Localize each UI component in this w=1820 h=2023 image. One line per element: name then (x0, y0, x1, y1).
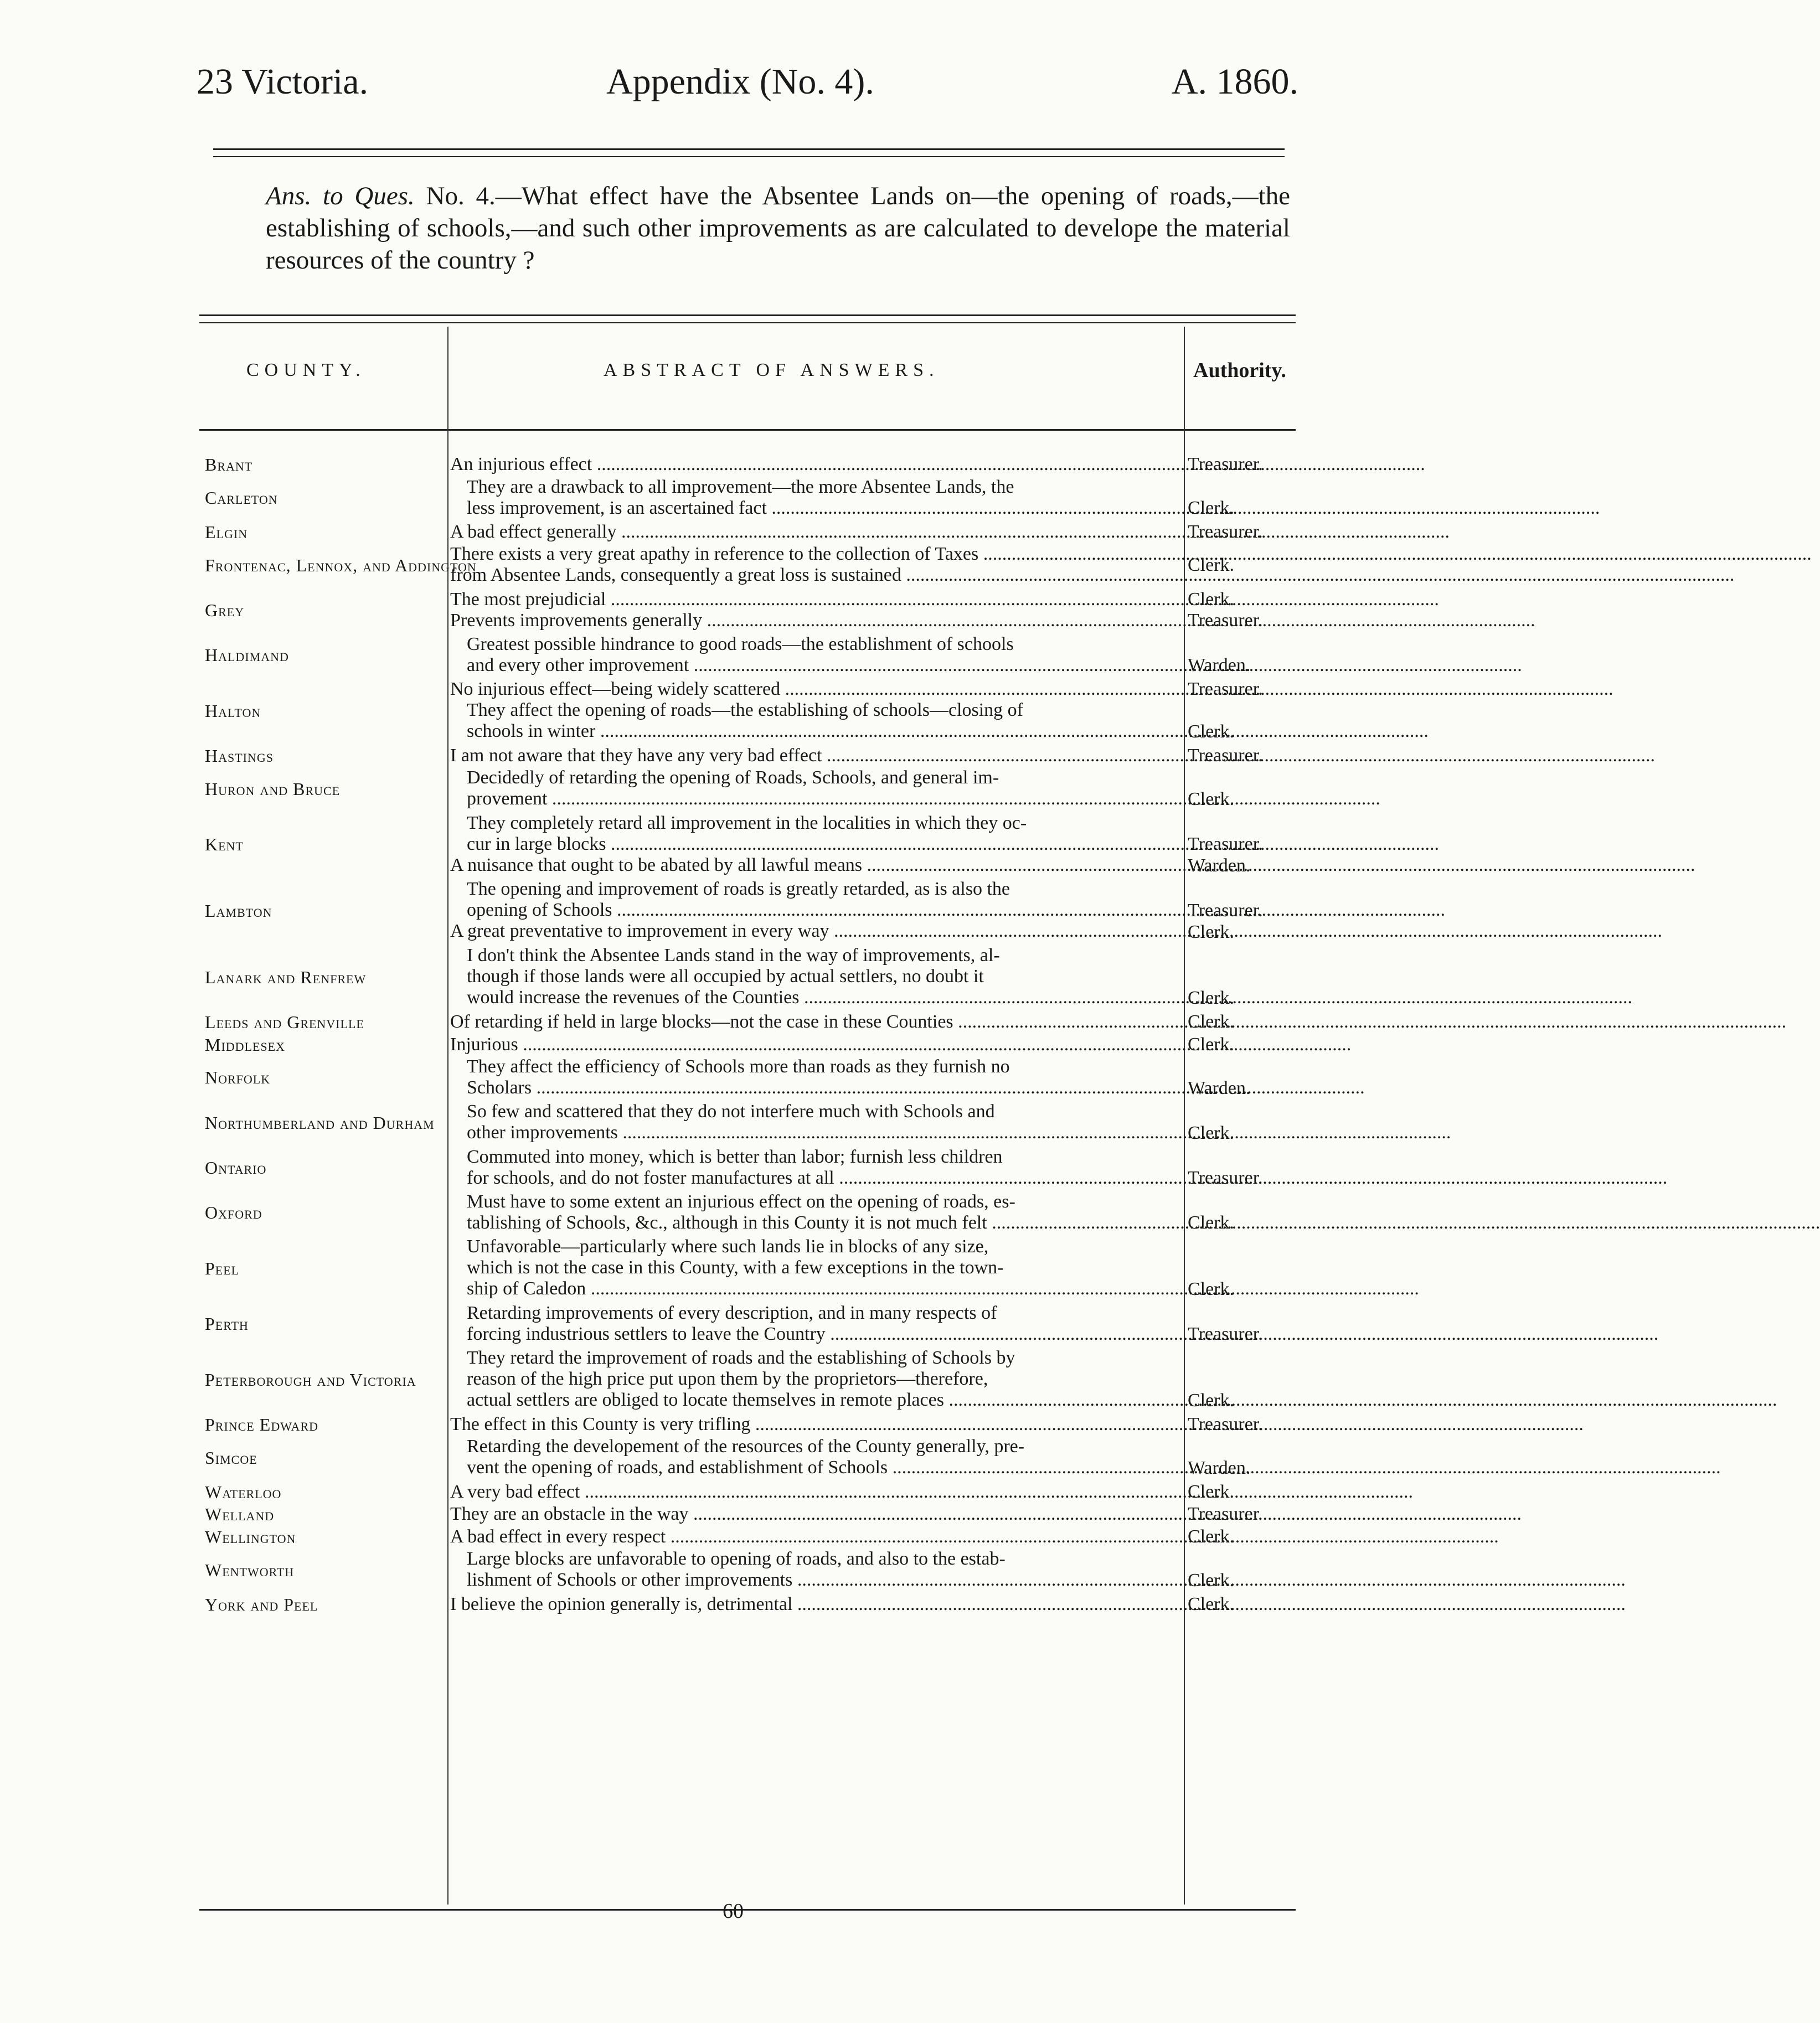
authority-value: Clerk. (1188, 721, 1235, 742)
county-name: Prince Edward (205, 1414, 319, 1434)
table-row (197, 745, 1298, 767)
authority-value (1188, 767, 1298, 789)
authority-value: Treasurer. (1188, 679, 1263, 699)
answer-text (450, 945, 1178, 1008)
authority-cell (1188, 1526, 1298, 1548)
answer-line: An injurious effect ..... (450, 454, 1178, 475)
answer-line: forcing industrious settlers to leave the Country ..... (450, 1324, 1178, 1345)
answer-line: actual settlers are obliged to locate themselves in remote places ..... (450, 1390, 1178, 1411)
table-row (197, 679, 1298, 743)
authority-cell (1188, 1482, 1298, 1503)
question-lead: Ans. to Ques. (266, 182, 415, 210)
column-header-answers: ABSTRACT OF ANSWERS. (604, 360, 940, 380)
authority-cell (1188, 589, 1298, 632)
authority-value: Clerk. (1188, 498, 1235, 519)
county-name: Norfolk (205, 1067, 271, 1088)
answer-line: Commuted into money, which is better than labor; furnish less children (467, 1146, 1003, 1167)
answer-text (450, 1526, 1178, 1547)
county-name: Halton (205, 700, 261, 721)
answer-line: schools in winter ..... (450, 721, 1178, 742)
answer-line: less improvement, is an ascertained fact ..... (450, 498, 1178, 519)
table-rule-top (199, 314, 1296, 316)
authority-cell (1188, 1414, 1298, 1436)
county-name: Kent (205, 834, 244, 855)
table-row (197, 813, 1298, 877)
county-name: Simcoe (205, 1447, 257, 1468)
authority-value: Clerk. (1188, 554, 1235, 575)
answer-text (450, 1436, 1178, 1478)
table-row (197, 454, 1298, 476)
answer-line: Scholars ..... (450, 1077, 1178, 1098)
answer-text (450, 879, 1178, 942)
answer-line: I believe the opinion generally is, detrimental ..... (450, 1594, 1178, 1615)
authority-value: Warden. (1188, 855, 1251, 876)
question-body: No. 4.—What effect have the Absentee Lands on—the opening of roads,—the establishing of schools,—and such other improvements as are calculated to develope the material resources of the country ? (266, 182, 1290, 275)
answer-line: though if those lands were all occupied by actual settlers, no doubt it (467, 966, 984, 987)
authority-value: Treasurer. (1188, 900, 1263, 921)
authority-value: Treasurer. (1188, 1324, 1263, 1345)
answer-text (450, 1504, 1178, 1525)
table-row (197, 1594, 1298, 1616)
county-name: Perth (205, 1314, 249, 1334)
table-row (197, 1012, 1298, 1033)
county-name: Peterborough and Victoria (205, 1369, 416, 1390)
header-rule-bottom (213, 156, 1285, 157)
county-name: Grey (205, 600, 245, 620)
table-row (197, 1236, 1298, 1300)
county-name: Frontenac, Lennox, and Addington (205, 555, 477, 575)
authority-cell (1188, 634, 1298, 677)
answer-text (450, 544, 1178, 586)
authority-value (1188, 1236, 1298, 1258)
answer-line: The most prejudicial ..... (450, 589, 1178, 610)
authority-cell (1188, 477, 1298, 519)
answer-line: lishment of Schools or other improvements ..... (450, 1570, 1178, 1591)
table-row (197, 1034, 1298, 1056)
county-name: Elgin (205, 522, 248, 542)
table-row (197, 1414, 1298, 1436)
authority-cell (1188, 1056, 1298, 1099)
county-name: Haldimand (205, 645, 289, 665)
authority-value: Clerk. (1188, 1279, 1235, 1300)
answer-line: A very bad effect ..... (450, 1482, 1178, 1503)
authority-value: Treasurer. (1188, 834, 1263, 855)
answer-line: A bad effect generally ..... (450, 522, 1178, 543)
county-name: Wentworth (205, 1560, 295, 1580)
answer-text (450, 589, 1178, 631)
answer-line: Prevents improvements generally ..... (450, 610, 1178, 631)
table-row (197, 1348, 1298, 1412)
authority-value: Clerk. (1188, 589, 1235, 610)
authority-value (1188, 1191, 1298, 1213)
answer-line: cur in large blocks ..... (450, 834, 1178, 855)
answer-line: The opening and improvement of roads is greatly retarded, as is also the (467, 879, 1010, 900)
answer-line: and every other improvement ..... (450, 655, 1178, 676)
authority-cell (1188, 1436, 1298, 1479)
table-row (197, 1303, 1298, 1345)
answer-text (450, 1303, 1178, 1345)
authority-value (1188, 1436, 1298, 1458)
answer-line: Injurious ..... (450, 1034, 1178, 1055)
authority-cell (1188, 745, 1298, 767)
county-name: Wellington (205, 1526, 296, 1547)
authority-value: Treasurer. (1188, 1413, 1263, 1434)
authority-value: Treasurer. (1188, 1504, 1263, 1525)
table-rule-top-2 (199, 322, 1296, 323)
answer-line: provement ..... (450, 788, 1178, 809)
authority-cell (1188, 544, 1298, 576)
authority-value: Clerk. (1188, 788, 1235, 809)
table-row (197, 1101, 1298, 1144)
answer-text (450, 634, 1178, 676)
authority-value: Clerk. (1188, 1212, 1235, 1234)
answer-line: The effect in this County is very trifling ..... (450, 1414, 1178, 1435)
authority-value: Treasurer. (1188, 1168, 1263, 1189)
authority-value (1188, 1303, 1298, 1324)
authority-value: Treasurer. (1188, 454, 1263, 474)
header-session: 23 Victoria. (197, 61, 369, 102)
authority-cell (1188, 945, 1298, 1009)
answer-line: opening of Schools ..... (450, 900, 1178, 921)
county-name: York and Peel (205, 1594, 318, 1614)
county-name: Brant (205, 455, 253, 474)
answer-line: Must have to some extent an injurious effect on the opening of roads, es- (467, 1191, 1015, 1212)
authority-value (1188, 634, 1298, 656)
answer-text (450, 454, 1178, 475)
answer-line: Of retarding if held in large blocks—not the case in these Counties ..... (450, 1012, 1178, 1033)
authority-value (1188, 1101, 1298, 1123)
authority-value (1188, 967, 1298, 988)
answer-text (450, 679, 1178, 742)
column-header-county: COUNTY. (246, 360, 366, 380)
authority-value: Clerk. (1188, 988, 1235, 1009)
authority-value: Clerk. (1188, 1034, 1235, 1055)
county-name: Middlesex (205, 1034, 285, 1055)
authority-cell (1188, 1549, 1298, 1591)
county-name: Carleton (205, 487, 278, 508)
answer-line: They are a drawback to all improvement—the more Absentee Lands, the (467, 476, 1014, 497)
answer-line: ship of Caledon ..... (450, 1278, 1178, 1299)
answer-line: Retarding improvements of every description, and in many respects of (467, 1302, 997, 1323)
county-name: Huron and Bruce (205, 778, 341, 799)
answer-text (450, 1482, 1178, 1503)
answer-line: A great preventative to improvement in every way ..... (450, 921, 1178, 942)
answer-text (450, 1034, 1178, 1055)
answer-line: A bad effect in every respect ..... (450, 1526, 1178, 1547)
answer-text (450, 1147, 1178, 1189)
authority-value (1188, 1369, 1298, 1391)
answer-text (450, 1594, 1178, 1615)
answer-line: There exists a very great apathy in reference to the collection of Taxes ..... (450, 544, 1178, 565)
answer-text (450, 745, 1178, 766)
authority-value (1188, 879, 1298, 900)
county-name: Ontario (205, 1157, 267, 1178)
question-text (266, 180, 1290, 276)
authority-value (1188, 1147, 1298, 1168)
answer-line: which is not the case in this County, with a few exceptions in the town- (467, 1257, 1004, 1278)
table-row (197, 1526, 1298, 1548)
page-number: 60 (723, 1900, 744, 1923)
answer-text (450, 1056, 1178, 1098)
county-name: Lanark and Renfrew (205, 967, 367, 987)
answer-text (450, 1191, 1178, 1234)
authority-value: Warden. (1188, 1077, 1251, 1098)
authority-cell (1188, 1348, 1298, 1412)
authority-value: Clerk. (1188, 921, 1235, 942)
answer-line: They are an obstacle in the way ..... (450, 1504, 1178, 1525)
table-row (197, 634, 1298, 677)
answer-line: for schools, and do not foster manufactures at all ..... (450, 1168, 1178, 1189)
authority-value: Clerk. (1188, 1570, 1235, 1591)
authority-value (1188, 945, 1298, 967)
authority-cell (1188, 1147, 1298, 1189)
answer-text (450, 1012, 1178, 1033)
authority-value: Clerk. (1188, 1390, 1235, 1411)
answer-line: Decidedly of retarding the opening of Roads, Schools, and general im- (467, 767, 999, 788)
answer-text (450, 813, 1178, 876)
answer-line: would increase the revenues of the Counties ..... (450, 987, 1178, 1008)
authority-value: Clerk. (1188, 1012, 1235, 1032)
answer-text (450, 1101, 1178, 1143)
county-name: Peel (205, 1258, 240, 1278)
answer-line: Large blocks are unfavorable to opening of roads, and also to the estab- (467, 1549, 1006, 1570)
authority-value (1188, 1549, 1298, 1570)
authority-value: Clerk. (1188, 1593, 1235, 1614)
answer-line: A nuisance that ought to be abated by all lawful means ..... (450, 855, 1178, 876)
table-row (197, 522, 1298, 543)
answer-line: So few and scattered that they do not interfere much with Schools and (467, 1101, 995, 1122)
answer-line: reason of the high price put upon them by the proprietors—therefore, (467, 1369, 988, 1389)
answer-text (450, 1549, 1178, 1591)
answer-line: vent the opening of roads, and establishment of Schools ..... (450, 1457, 1178, 1478)
county-name: Hastings (205, 745, 274, 766)
answer-line: I am not aware that they have any very bad effect ..... (450, 745, 1178, 766)
answer-line: They affect the opening of roads—the establishing of schools—closing of (467, 700, 1023, 720)
authority-value: Warden. (1188, 655, 1251, 676)
table-rule-bottom (199, 1909, 1296, 1911)
table-row (197, 1191, 1298, 1234)
county-name: Oxford (205, 1203, 262, 1223)
authority-value (1188, 477, 1298, 498)
authority-value: Treasurer. (1188, 610, 1263, 631)
answer-text (450, 1236, 1178, 1299)
table-row (197, 1436, 1298, 1479)
answer-text (450, 1348, 1178, 1411)
authority-cell (1188, 522, 1298, 543)
answer-line: They retard the improvement of roads and the establishing of Schools by (467, 1348, 1015, 1368)
authority-cell (1188, 767, 1298, 810)
answer-line: other improvements ..... (450, 1122, 1178, 1143)
authority-cell (1188, 1236, 1298, 1300)
authority-cell (1188, 1191, 1298, 1234)
answer-line: They completely retard all improvement in the localities in which they oc- (467, 812, 1027, 833)
table-row (197, 1504, 1298, 1525)
authority-cell (1188, 679, 1298, 743)
table-row (197, 544, 1298, 586)
table-row (197, 767, 1298, 810)
authority-value (1188, 1258, 1298, 1279)
answer-line: from Absentee Lands, consequently a great loss is sustained ..... (450, 565, 1178, 586)
county-name: Welland (205, 1504, 275, 1525)
county-name: Lambton (205, 900, 272, 921)
header-appendix: Appendix (No. 4). (606, 61, 874, 102)
authority-value (1188, 1056, 1298, 1078)
table-row (197, 477, 1298, 519)
authority-value: Clerk. (1188, 1122, 1235, 1143)
answer-line: Unfavorable—particularly where such lands lie in blocks of any size, (467, 1236, 989, 1257)
table-row (197, 1056, 1298, 1099)
authority-cell (1188, 1101, 1298, 1144)
authority-value: Treasurer. (1188, 745, 1263, 766)
authority-cell (1188, 1504, 1298, 1525)
table-row (197, 945, 1298, 1009)
answer-line: They affect the efficiency of Schools more than roads as they furnish no (467, 1056, 1010, 1077)
table-row (197, 1147, 1298, 1189)
county-name: Leeds and Grenville (205, 1012, 364, 1032)
authority-cell (1188, 1303, 1298, 1345)
header-year: A. 1860. (1171, 61, 1298, 102)
answer-line: Retarding the developement of the resources of the County generally, pre- (467, 1436, 1025, 1457)
table-row (197, 879, 1298, 943)
authority-value: Clerk. (1188, 1481, 1235, 1502)
authority-cell (1188, 1034, 1298, 1056)
authority-value: Warden. (1188, 1457, 1251, 1478)
county-name: Waterloo (205, 1482, 282, 1502)
authority-value: Treasurer. (1188, 521, 1263, 542)
running-header (197, 61, 1298, 116)
table-row (197, 589, 1298, 632)
authority-value (1188, 1348, 1298, 1369)
answer-line: No injurious effect—being widely scattered ..... (450, 679, 1178, 700)
county-name: Northumberland and Durham (205, 1112, 435, 1133)
answer-line: tablishing of Schools, &c., although in this County it is not much felt ..... (450, 1212, 1178, 1234)
table-row (197, 1482, 1298, 1503)
answer-text (450, 522, 1178, 543)
table-row (197, 1549, 1298, 1591)
authority-cell (1188, 1594, 1298, 1616)
column-header-authority: Authority. (1193, 359, 1286, 382)
answer-text (450, 477, 1178, 519)
answer-line: I don't think the Absentee Lands stand in the way of improvements, al- (467, 945, 1000, 966)
column-header-rule (199, 429, 1296, 431)
authority-value (1188, 813, 1298, 834)
answer-line: Greatest possible hindrance to good roads—the establishment of schools (467, 633, 1014, 654)
authority-value (1188, 700, 1298, 722)
authority-cell (1188, 1012, 1298, 1033)
authority-cell (1188, 879, 1298, 943)
authority-cell (1188, 813, 1298, 877)
authority-value: Clerk. (1188, 1526, 1235, 1547)
answer-text (450, 1414, 1178, 1435)
authority-cell (1188, 454, 1298, 476)
header-rule-top (213, 148, 1285, 150)
answer-text (450, 767, 1178, 809)
